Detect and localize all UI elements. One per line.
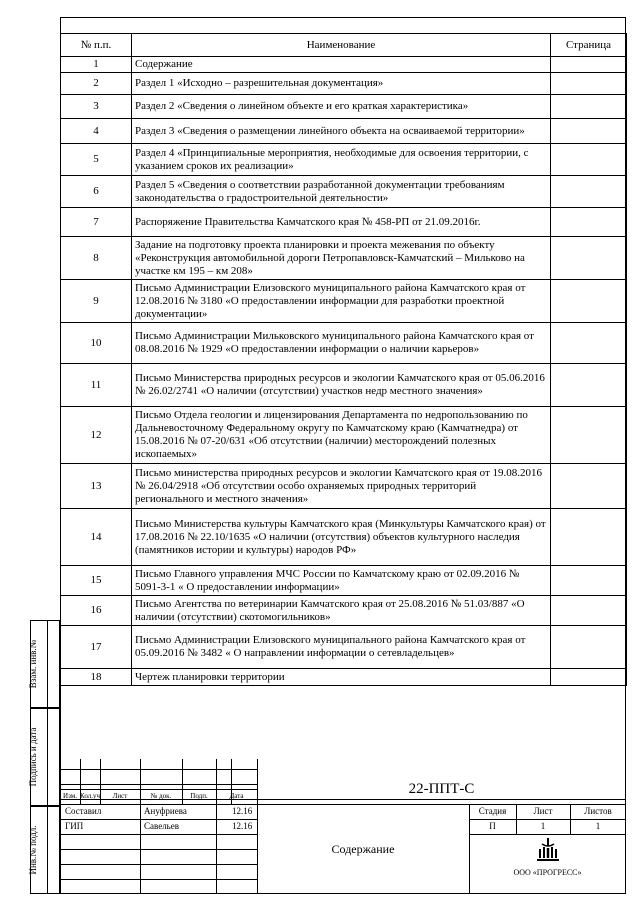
table-row bbox=[61, 626, 627, 669]
stage-value: П bbox=[489, 821, 496, 831]
row-name: Письмо Министерства культуры Камчатского края (Минкультуры Камчатского края) от 17.08.2016 № 22.10/1635 «О наличии (отсутствия) объектов культурного наследия (памятников истории и культуры) народов РФ» bbox=[132, 509, 551, 566]
row-name: Письмо Администрации Мильковского муниципального района Камчатского края от 08.08.2016 № 1929 «О предоставлении информации о наличии карьеров» bbox=[132, 323, 551, 364]
table-row bbox=[61, 464, 627, 509]
role-gip: ГИП bbox=[65, 821, 84, 831]
header-name: Наименование bbox=[132, 34, 551, 57]
row-number: 15 bbox=[61, 566, 132, 596]
col-ndok: № док. bbox=[150, 792, 172, 800]
row-number: 16 bbox=[61, 596, 132, 626]
table-row bbox=[61, 407, 627, 464]
row-name: Раздел 5 «Сведения о соответствии разработанной документации требованиям законодательства о градостроительной деятельности» bbox=[132, 176, 551, 208]
stamp-podpis: Подпись и дата bbox=[30, 708, 60, 806]
row-page bbox=[551, 73, 627, 95]
table-row bbox=[61, 280, 627, 323]
title-block bbox=[60, 759, 626, 894]
table-row bbox=[61, 509, 627, 566]
row-number: 18 bbox=[61, 669, 132, 686]
stamp-vzam: Взам. инв.№ bbox=[30, 620, 60, 708]
name-compiler: Ануфриева bbox=[144, 806, 187, 816]
margin-stamps bbox=[30, 620, 60, 894]
table-row bbox=[61, 323, 627, 364]
row-name: Раздел 2 «Сведения о линейном объекте и его краткая характеристика» bbox=[132, 95, 551, 119]
col-izm: Изм. bbox=[63, 792, 77, 800]
row-page bbox=[551, 237, 627, 280]
row-name: Раздел 4 «Принципиальные мероприятия, необходимые для освоения территории, с указанием сроков их реализации» bbox=[132, 144, 551, 176]
row-name: Раздел 1 «Исходно – разрешительная документация» bbox=[132, 73, 551, 95]
row-number: 4 bbox=[61, 119, 132, 144]
table-row bbox=[61, 73, 627, 95]
row-page bbox=[551, 626, 627, 669]
row-name: Чертеж планировки территории bbox=[132, 669, 551, 686]
row-page bbox=[551, 144, 627, 176]
role-compiler: Составил bbox=[65, 806, 102, 816]
row-number: 11 bbox=[61, 364, 132, 407]
col-list: Лист bbox=[112, 792, 128, 800]
row-name: Письмо Министерства природных ресурсов и экологии Камчатского края от 05.06.2016 № 26.02/2741 «О наличии (отсутствии) участков недр местного значения» bbox=[132, 364, 551, 407]
stage-header: Стадия bbox=[478, 806, 507, 816]
row-number: 12 bbox=[61, 407, 132, 464]
row-page bbox=[551, 57, 627, 73]
row-page bbox=[551, 364, 627, 407]
row-number: 9 bbox=[61, 280, 132, 323]
row-number: 10 bbox=[61, 323, 132, 364]
row-page bbox=[551, 280, 627, 323]
date-gip: 12.16 bbox=[232, 821, 253, 831]
table-row bbox=[61, 364, 627, 407]
document-code: 22-ППТ-С bbox=[408, 780, 475, 797]
table-row bbox=[61, 176, 627, 208]
table-row bbox=[61, 144, 627, 176]
sheet-value: 1 bbox=[540, 821, 546, 831]
row-number: 14 bbox=[61, 509, 132, 566]
row-name: Письмо министерства природных ресурсов и экологии Камчатского края от 19.08.2016 № 26.04/2918 «Об отсутствии особо охраняемых природных территорий регионального и местного значения» bbox=[132, 464, 551, 509]
row-page bbox=[551, 669, 627, 686]
sheets-header: Листов bbox=[584, 806, 612, 816]
table-row bbox=[61, 95, 627, 119]
row-page bbox=[551, 566, 627, 596]
table-header-row bbox=[61, 34, 627, 57]
row-number: 2 bbox=[61, 73, 132, 95]
row-number: 6 bbox=[61, 176, 132, 208]
row-page bbox=[551, 596, 627, 626]
col-podp: Подп. bbox=[190, 792, 208, 800]
table-row bbox=[61, 208, 627, 237]
contents-table bbox=[60, 33, 627, 686]
row-name: Распоряжение Правительства Камчатского края № 458-РП от 21.09.2016г. bbox=[132, 208, 551, 237]
company-logo-icon bbox=[534, 836, 562, 864]
row-number: 3 bbox=[61, 95, 132, 119]
col-kol: Кол.уч bbox=[80, 792, 100, 800]
row-name: Письмо Главного управления МЧС России по Камчатскому краю от 02.09.2016 № 5091-3-1 « О предоставлении информации» bbox=[132, 566, 551, 596]
row-page bbox=[551, 119, 627, 144]
row-number: 7 bbox=[61, 208, 132, 237]
table-row bbox=[61, 119, 627, 144]
table-row bbox=[61, 566, 627, 596]
row-name: Содержание bbox=[132, 57, 551, 73]
col-data: Дата bbox=[229, 792, 244, 800]
row-page bbox=[551, 95, 627, 119]
stamp-inv: Инв.№ подл. bbox=[30, 806, 60, 894]
date-compiler: 12.16 bbox=[232, 806, 253, 816]
row-number: 17 bbox=[61, 626, 132, 669]
sheets-value: 1 bbox=[595, 821, 601, 831]
row-name: Задание на подготовку проекта планировки и проекта межевания по объекту «Реконструкция автомобильной дороги Петропавловск-Камчатский – Мильково на участке км 195 – км 208» bbox=[132, 237, 551, 280]
document-title: Содержание bbox=[331, 841, 395, 856]
row-number: 8 bbox=[61, 237, 132, 280]
row-name: Письмо Агентства по ветеринарии Камчатского края от 25.08.2016 № 51.03/887 «О наличии (отсутствии) скотомогильников» bbox=[132, 596, 551, 626]
row-page bbox=[551, 464, 627, 509]
table-row bbox=[61, 57, 627, 73]
name-gip: Савельев bbox=[144, 821, 180, 831]
row-name: Письмо Администрации Елизовского муниципального района Камчатского края от 12.08.2016 № 3180 «О предоставлении информации для разработки проектной документации» bbox=[132, 280, 551, 323]
header-number: № п.п. bbox=[61, 34, 132, 57]
header-page: Страница bbox=[551, 34, 627, 57]
row-number: 5 bbox=[61, 144, 132, 176]
sheet-header: Лист bbox=[533, 806, 553, 816]
row-name: Письмо Отдела геологии и лицензирования Департамента по недропользованию по Дальневосточному Федеральному округу по Камчатскому краю (Камчатнедра) от 15.08.2016 № 07-20/631 «Об отсутствии (наличии) месторождений полезных ископаемых» bbox=[132, 407, 551, 464]
row-page bbox=[551, 323, 627, 364]
row-page bbox=[551, 407, 627, 464]
table-row bbox=[61, 669, 627, 686]
table-row bbox=[61, 596, 627, 626]
row-name: Письмо Администрации Елизовского муниципального района Камчатского края от 05.09.2016 № 3482 « О направлении информации о сетевладельцев» bbox=[132, 626, 551, 669]
row-name: Раздел 3 «Сведения о размещении линейного объекта на осваиваемой территории» bbox=[132, 119, 551, 144]
company-name: ООО «ПРОГРЕСС» bbox=[513, 868, 582, 877]
row-number: 13 bbox=[61, 464, 132, 509]
row-page bbox=[551, 509, 627, 566]
row-number: 1 bbox=[61, 57, 132, 73]
row-page bbox=[551, 208, 627, 237]
row-page bbox=[551, 176, 627, 208]
table-row bbox=[61, 237, 627, 280]
